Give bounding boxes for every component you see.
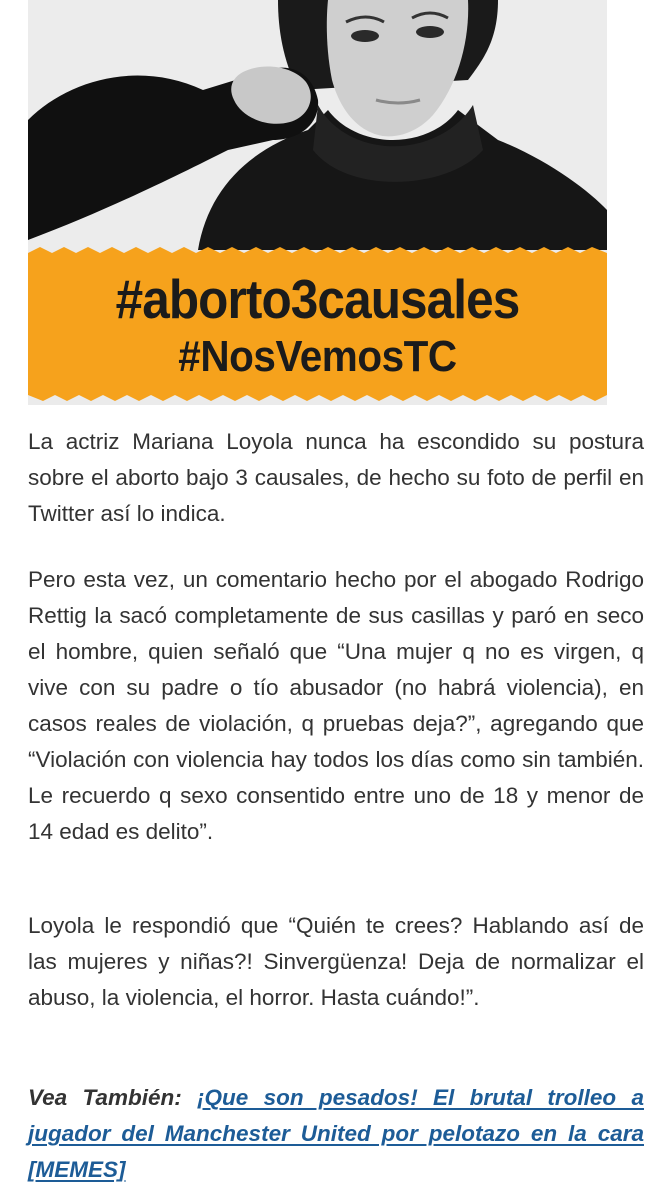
related-article xyxy=(28,1080,644,1188)
hashtag-banner xyxy=(28,243,607,405)
hashtag-primary: #aborto3causales xyxy=(115,268,520,330)
article-paragraph-3: Loyola le respondió que “Quién te crees? Hablando así de las mujeres y niñas?! Sinvergüenza! Deja de normalizar el abuso, la violencia, el horror. Hasta cuándo!”. xyxy=(28,913,644,1010)
hashtag-secondary: #NosVemosTC xyxy=(178,332,457,381)
article-paragraph-1: La actriz Mariana Loyola nunca ha escondido su postura sobre el aborto bajo 3 causales, de hecho su foto de perfil en Twitter así lo indica. xyxy=(28,429,644,526)
portrait-photo xyxy=(28,0,607,250)
article-paragraph-2: Pero esta vez, un comentario hecho por el abogado Rodrigo Rettig la sacó completamente de sus casillas y paró en seco el hombre, quien señaló que “Una mujer q no es virgen, q vive con su padre o tío abusador (no habrá violencia), en casos reales de violación, q pruebas deja?”, agregando que “Violación con violencia hay todos los días como sin también. Le recuerdo q sexo consentido entre uno de 18 y menor de 14 edad es delito”. xyxy=(28,567,644,844)
related-label: Vea También: xyxy=(28,1085,198,1110)
related-article-link[interactable]: ¡Que son pesados! El brutal trolleo a jugador del Manchester United por pelotazo en la cara [MEMES] xyxy=(28,1085,644,1182)
hero-image[interactable] xyxy=(28,0,607,405)
